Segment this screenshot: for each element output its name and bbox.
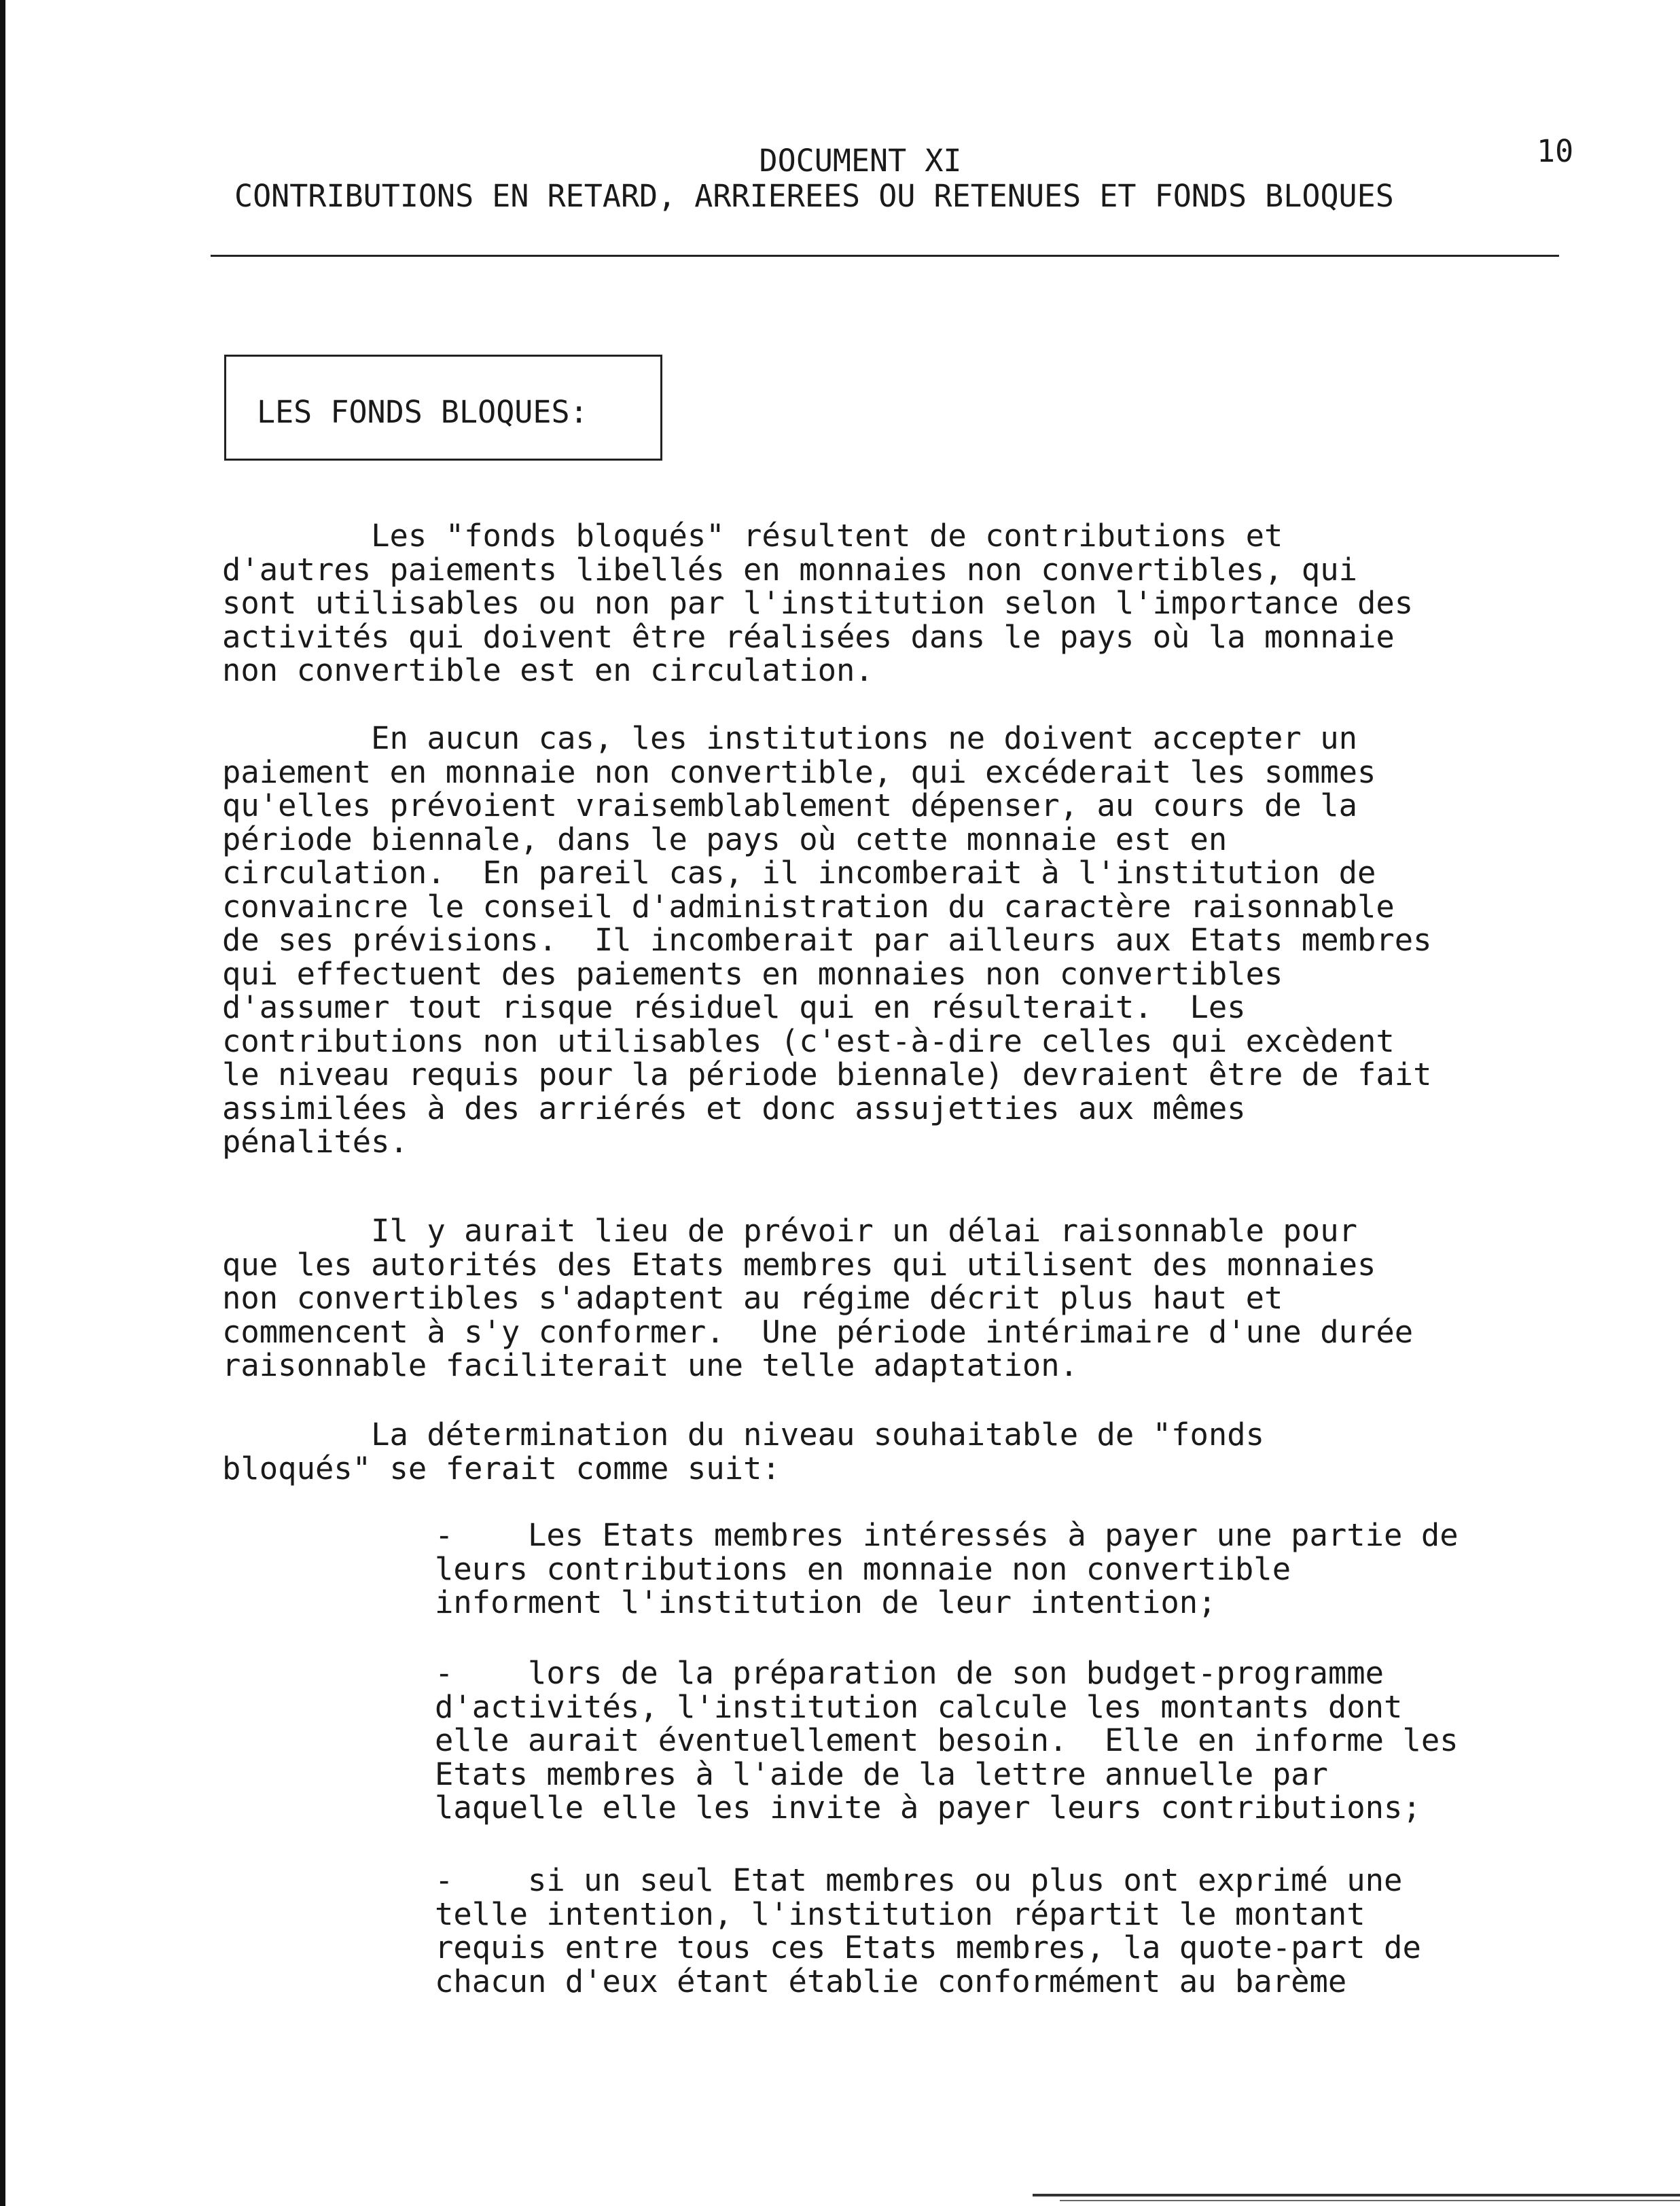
header-rule: [211, 255, 1559, 257]
text-line: informent l'institution de leur intention;: [435, 1584, 1217, 1620]
text-line: activités qui doivent être réalisées dans le pays où la monnaie: [222, 618, 1395, 655]
scan-edge-bottom: [1033, 2194, 1680, 2196]
page-number: 10: [1537, 133, 1574, 169]
text-line: contributions non utilisables (c'est-à-dire celles qui excèdent: [222, 1022, 1395, 1059]
text-line: période biennale, dans le pays où cette monnaie est en: [222, 821, 1228, 857]
text-line: Etats membres à l'aide de la lettre annuelle par: [435, 1756, 1328, 1792]
text-line: commencent à s'y conformer. Une période intérimaire d'une durée: [222, 1313, 1414, 1350]
text-line: de ses prévisions. Il incomberait par ailleurs aux Etats membres: [222, 922, 1432, 958]
text-line: pénalités.: [222, 1124, 408, 1160]
text-line: d'assumer tout risque résiduel qui en résulterait. Les: [222, 989, 1246, 1025]
document-title: CONTRIBUTIONS EN RETARD, ARRIEREES OU RETENUES ET FONDS BLOQUES: [234, 178, 1394, 214]
text-line: - Les Etats membres intéressés à payer une partie de: [435, 1517, 1459, 1553]
text-line: - lors de la préparation de son budget-programme: [435, 1655, 1384, 1691]
paragraph-4: [222, 1418, 1264, 1485]
text-line: telle intention, l'institution répartit le montant: [435, 1896, 1365, 1932]
section-heading-box: [224, 355, 662, 461]
text-line: - si un seul Etat membres ou plus ont exprimé une: [435, 1862, 1403, 1898]
text-line: Les "fonds bloqués" résultent de contributions et: [222, 518, 1283, 554]
text-line: laquelle elle les invite à payer leurs contributions;: [435, 1790, 1421, 1826]
text-line: non convertibles s'adaptent au régime décrit plus haut et: [222, 1280, 1283, 1316]
text-line: elle aurait éventuellement besoin. Elle en informe les: [435, 1722, 1459, 1758]
text-line: chacun d'eux étant établie conformément au barème: [435, 1963, 1347, 1999]
text-line: qu'elles prévoient vraisemblablement dépenser, au cours de la: [222, 787, 1357, 823]
document-id: DOCUMENT XI: [759, 143, 962, 179]
bullet-item-1: [435, 1518, 1459, 1620]
text-line: le niveau requis pour la période biennale) devraient être de fait: [222, 1056, 1432, 1092]
text-line: d'autres paiements libellés en monnaies non convertibles, qui: [222, 551, 1357, 588]
text-line: leurs contributions en monnaie non convertible: [435, 1550, 1291, 1587]
text-line: qui effectuent des paiements en monnaies non convertibles: [222, 955, 1283, 992]
text-line: La détermination du niveau souhaitable de "fonds: [222, 1417, 1265, 1453]
section-heading: LES FONDS BLOQUES:: [257, 394, 588, 430]
text-line: paiement en monnaie non convertible, qui excéderait les sommes: [222, 753, 1376, 790]
paragraph-3: [222, 1214, 1413, 1383]
text-line: raisonnable faciliterait une telle adaptation.: [222, 1347, 1079, 1383]
text-line: assimilées à des arriérés et donc assujetties aux mêmes: [222, 1090, 1246, 1126]
text-line: sont utilisables ou non par l'institution selon l'importance des: [222, 585, 1414, 621]
text-line: d'activités, l'institution calcule les montants dont: [435, 1688, 1403, 1725]
text-line: Il y aurait lieu de prévoir un délai raisonnable pour: [222, 1213, 1357, 1249]
text-line: En aucun cas, les institutions ne doivent accepter un: [222, 720, 1357, 756]
text-line: circulation. En pareil cas, il incomberait à l'institution de: [222, 855, 1376, 891]
scan-edge-left: [0, 0, 5, 2206]
paragraph-1: [222, 519, 1413, 688]
text-line: bloqués" se ferait comme suit:: [222, 1450, 781, 1487]
scan-edge-bottom-secondary: [1060, 2200, 1680, 2201]
text-line: que les autorités des Etats membres qui utilisent des monnaies: [222, 1246, 1376, 1283]
text-line: convaincre le conseil d'administration du caractère raisonnable: [222, 888, 1395, 925]
bullet-item-2: [435, 1656, 1459, 1825]
bullet-item-3: [435, 1864, 1421, 1998]
paragraph-2: [222, 722, 1432, 1159]
text-line: requis entre tous ces Etats membres, la quote-part de: [435, 1929, 1421, 1965]
text-line: non convertible est en circulation.: [222, 652, 874, 688]
